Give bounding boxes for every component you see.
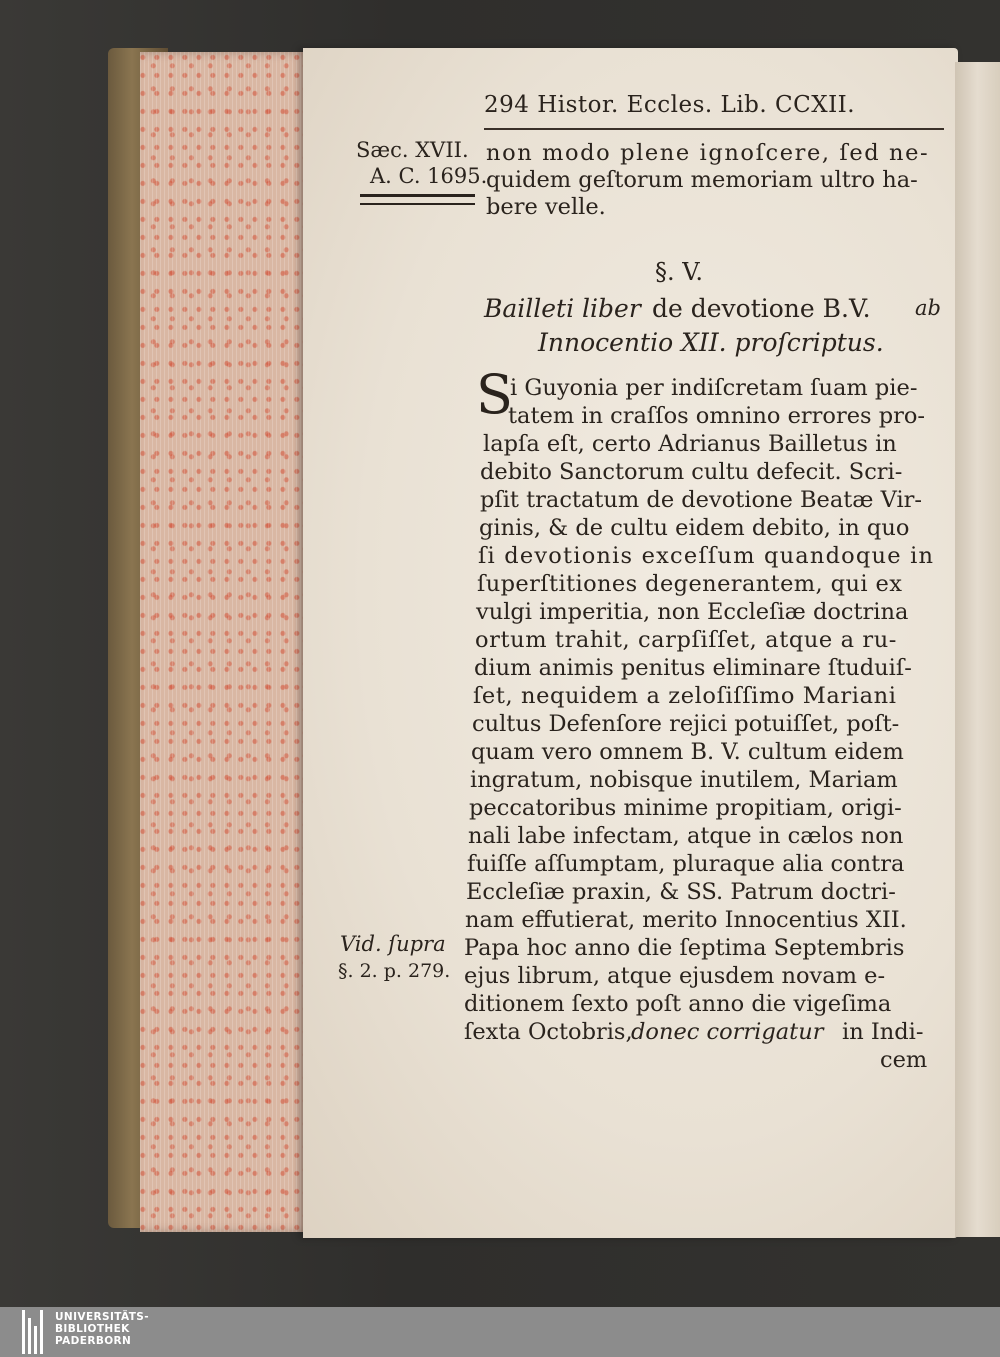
library-logo-icon	[22, 1310, 46, 1354]
heading-line-2: Innocentio XII. proſcriptus.	[538, 328, 884, 357]
paragraph-line: ginis, & de cultu eidem debito, in quo	[479, 515, 910, 541]
paragraph-line: nam effutierat, merito Innocentius XII.	[465, 907, 907, 933]
paragraph-line-italic: donec corrigatur	[631, 1019, 824, 1045]
paragraph-line: debito Sanctorum cultu defecit. Scri-	[480, 459, 903, 485]
paragraph-line: fuiſſe aſſumptam, pluraque alia contra	[467, 851, 905, 877]
next-page-edge	[955, 62, 1000, 1237]
paragraph-line: cultus Defenſore rejici potuiſſet, poſt-	[472, 711, 900, 737]
margin-year: A. C. 1695.	[370, 164, 488, 188]
paragraph-line: ingratum, nobisque inutilem, Mariam	[470, 767, 898, 793]
paragraph-line: ditionem ſexto poſt anno die vigeſima	[464, 991, 892, 1017]
margin-reference-2: §. 2. p. 279.	[338, 960, 451, 982]
page-edges	[140, 52, 310, 1232]
paragraph-line: ſi devotionis exceſſum quandoque in	[478, 543, 935, 569]
paragraph-line: peccatoribus minime propitiam, origi-	[469, 795, 902, 821]
paragraph-line-end: in Indi-	[842, 1019, 924, 1045]
paragraph-line: tatem in craſſos omnino errores pro-	[508, 403, 926, 429]
margin-rule-2	[360, 203, 475, 205]
body-line: bere velle.	[486, 194, 606, 220]
paragraph-line: ejus librum, atque ejusdem novam e-	[464, 963, 886, 989]
heading-line-1c: ab	[915, 296, 941, 320]
margin-reference-1: Vid. ſupra	[340, 932, 446, 956]
body-line: quidem geſtorum memoriam ultro ha-	[486, 167, 918, 193]
paragraph-line: nali labe infectam, atque in cælos non	[468, 823, 904, 849]
heading-line-1b: de devotione B.V.	[652, 294, 871, 323]
paragraph-line: lapſa eſt, certo Adrianus Bailletus in	[483, 431, 897, 457]
paragraph-line: dium animis penitus eliminare ſtuduiſ-	[474, 655, 912, 681]
drop-capital: S	[476, 363, 513, 426]
library-name-line-3: PADERBORN	[55, 1335, 132, 1347]
heading-line-1a: Bailleti liber	[484, 294, 641, 323]
body-line: non modo plene ignoſcere, ſed ne-	[486, 140, 930, 166]
running-head: 294 Histor. Eccles. Lib. CCXII.	[484, 92, 856, 118]
library-name-line-2: BIBLIOTHEK	[55, 1323, 130, 1335]
paragraph-line: ſuperſtitiones degenerantem, qui ex	[477, 571, 903, 597]
margin-saeculum: Sæc. XVII.	[356, 138, 469, 162]
margin-rule-1	[360, 194, 475, 197]
catchword: cem	[880, 1047, 928, 1073]
paragraph-line: pſit tractatum de devotione Beatæ Vir-	[480, 487, 923, 513]
paragraph-line: i Guyonia per indiſcretam ſuam pie-	[510, 375, 918, 401]
paragraph-line: Papa hoc anno die ſeptima Septembris	[464, 935, 905, 961]
paragraph-line: ſexta Octobris,	[464, 1019, 633, 1045]
paragraph-line: Eccleſiæ praxin, & SS. Patrum doctri-	[466, 879, 896, 905]
paragraph-line: ſet, nequidem a zeloſiſſimo Mariani	[473, 683, 897, 709]
paragraph-line: vulgi imperitia, non Eccleſiæ doctrina	[476, 599, 909, 625]
paragraph-line: quam vero omnem B. V. cultum eidem	[471, 739, 904, 765]
section-number: §. V.	[655, 258, 704, 286]
footer-bar	[0, 1307, 1000, 1357]
library-name-line-1: UNIVERSITÄTS-	[55, 1311, 150, 1323]
header-rule	[484, 128, 944, 130]
paragraph-line: ortum trahit, carpſiſſet, atque a ru-	[475, 627, 898, 653]
